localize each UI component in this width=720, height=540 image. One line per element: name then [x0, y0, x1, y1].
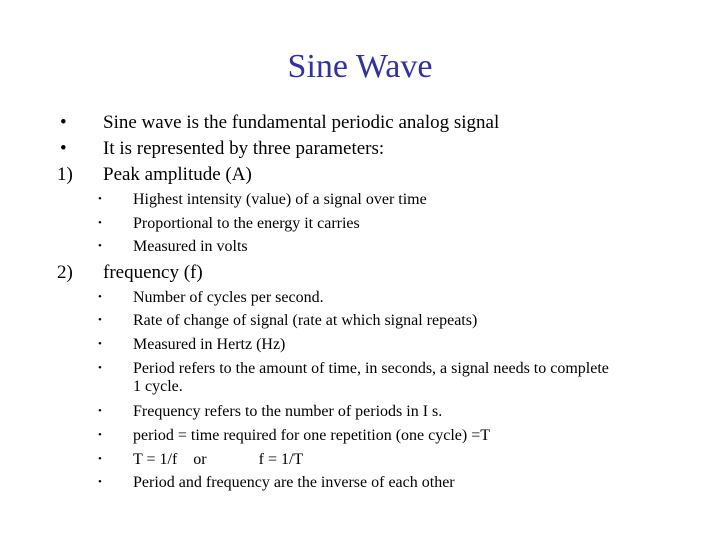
bullet-marker: • [98, 338, 102, 350]
slide-title: Sine Wave [287, 48, 433, 85]
sub-list-item-text: Number of cycles per second. [133, 289, 324, 306]
bullet-marker: • [98, 291, 102, 303]
bullet-marker: • [98, 362, 102, 374]
sub-list-item-text: Measured in volts [133, 238, 248, 255]
list-item-text: Peak amplitude (A) [103, 164, 252, 185]
bullet-marker: • [98, 405, 102, 417]
number-marker: 2) [57, 262, 73, 283]
sub-list-item-text: Measured in Hertz (Hz) [133, 336, 286, 353]
bullet-marker: • [98, 314, 102, 326]
list-item-text: frequency (f) [103, 262, 203, 283]
bullet-marker: • [98, 476, 102, 488]
bullet-marker: • [98, 429, 102, 441]
sub-list-item-text: Period refers to the amount of time, in seconds, a signal needs to complete [133, 360, 609, 377]
sub-list-item-text: Frequency refers to the number of periods in I s. [133, 403, 443, 420]
sub-list-item-text: Period and frequency are the inverse of each other [133, 474, 455, 491]
sub-list-item-text: Highest intensity (value) of a signal over time [133, 191, 427, 208]
bullet-marker: • [98, 217, 102, 229]
sub-list-item-text: period = time required for one repetition (one cycle) =T [133, 427, 491, 444]
bullet-marker: • [98, 453, 102, 465]
sub-list-item-text: Proportional to the energy it carries [133, 215, 360, 232]
bullet-marker: • [60, 112, 67, 133]
list-item-text: It is represented by three parameters: [103, 138, 385, 159]
list-item-text: Sine wave is the fundamental periodic analog signal [103, 112, 500, 133]
bullet-marker: • [98, 240, 102, 252]
number-marker: 1) [57, 164, 73, 185]
bullet-marker: • [60, 138, 67, 159]
sub-list-item-text: 1 cycle. [133, 378, 183, 395]
bullet-marker: • [98, 193, 102, 205]
sub-list-item-text: T = 1/f or f = 1/T [133, 451, 304, 468]
sub-list-item-text: Rate of change of signal (rate at which signal repeats) [133, 312, 478, 329]
